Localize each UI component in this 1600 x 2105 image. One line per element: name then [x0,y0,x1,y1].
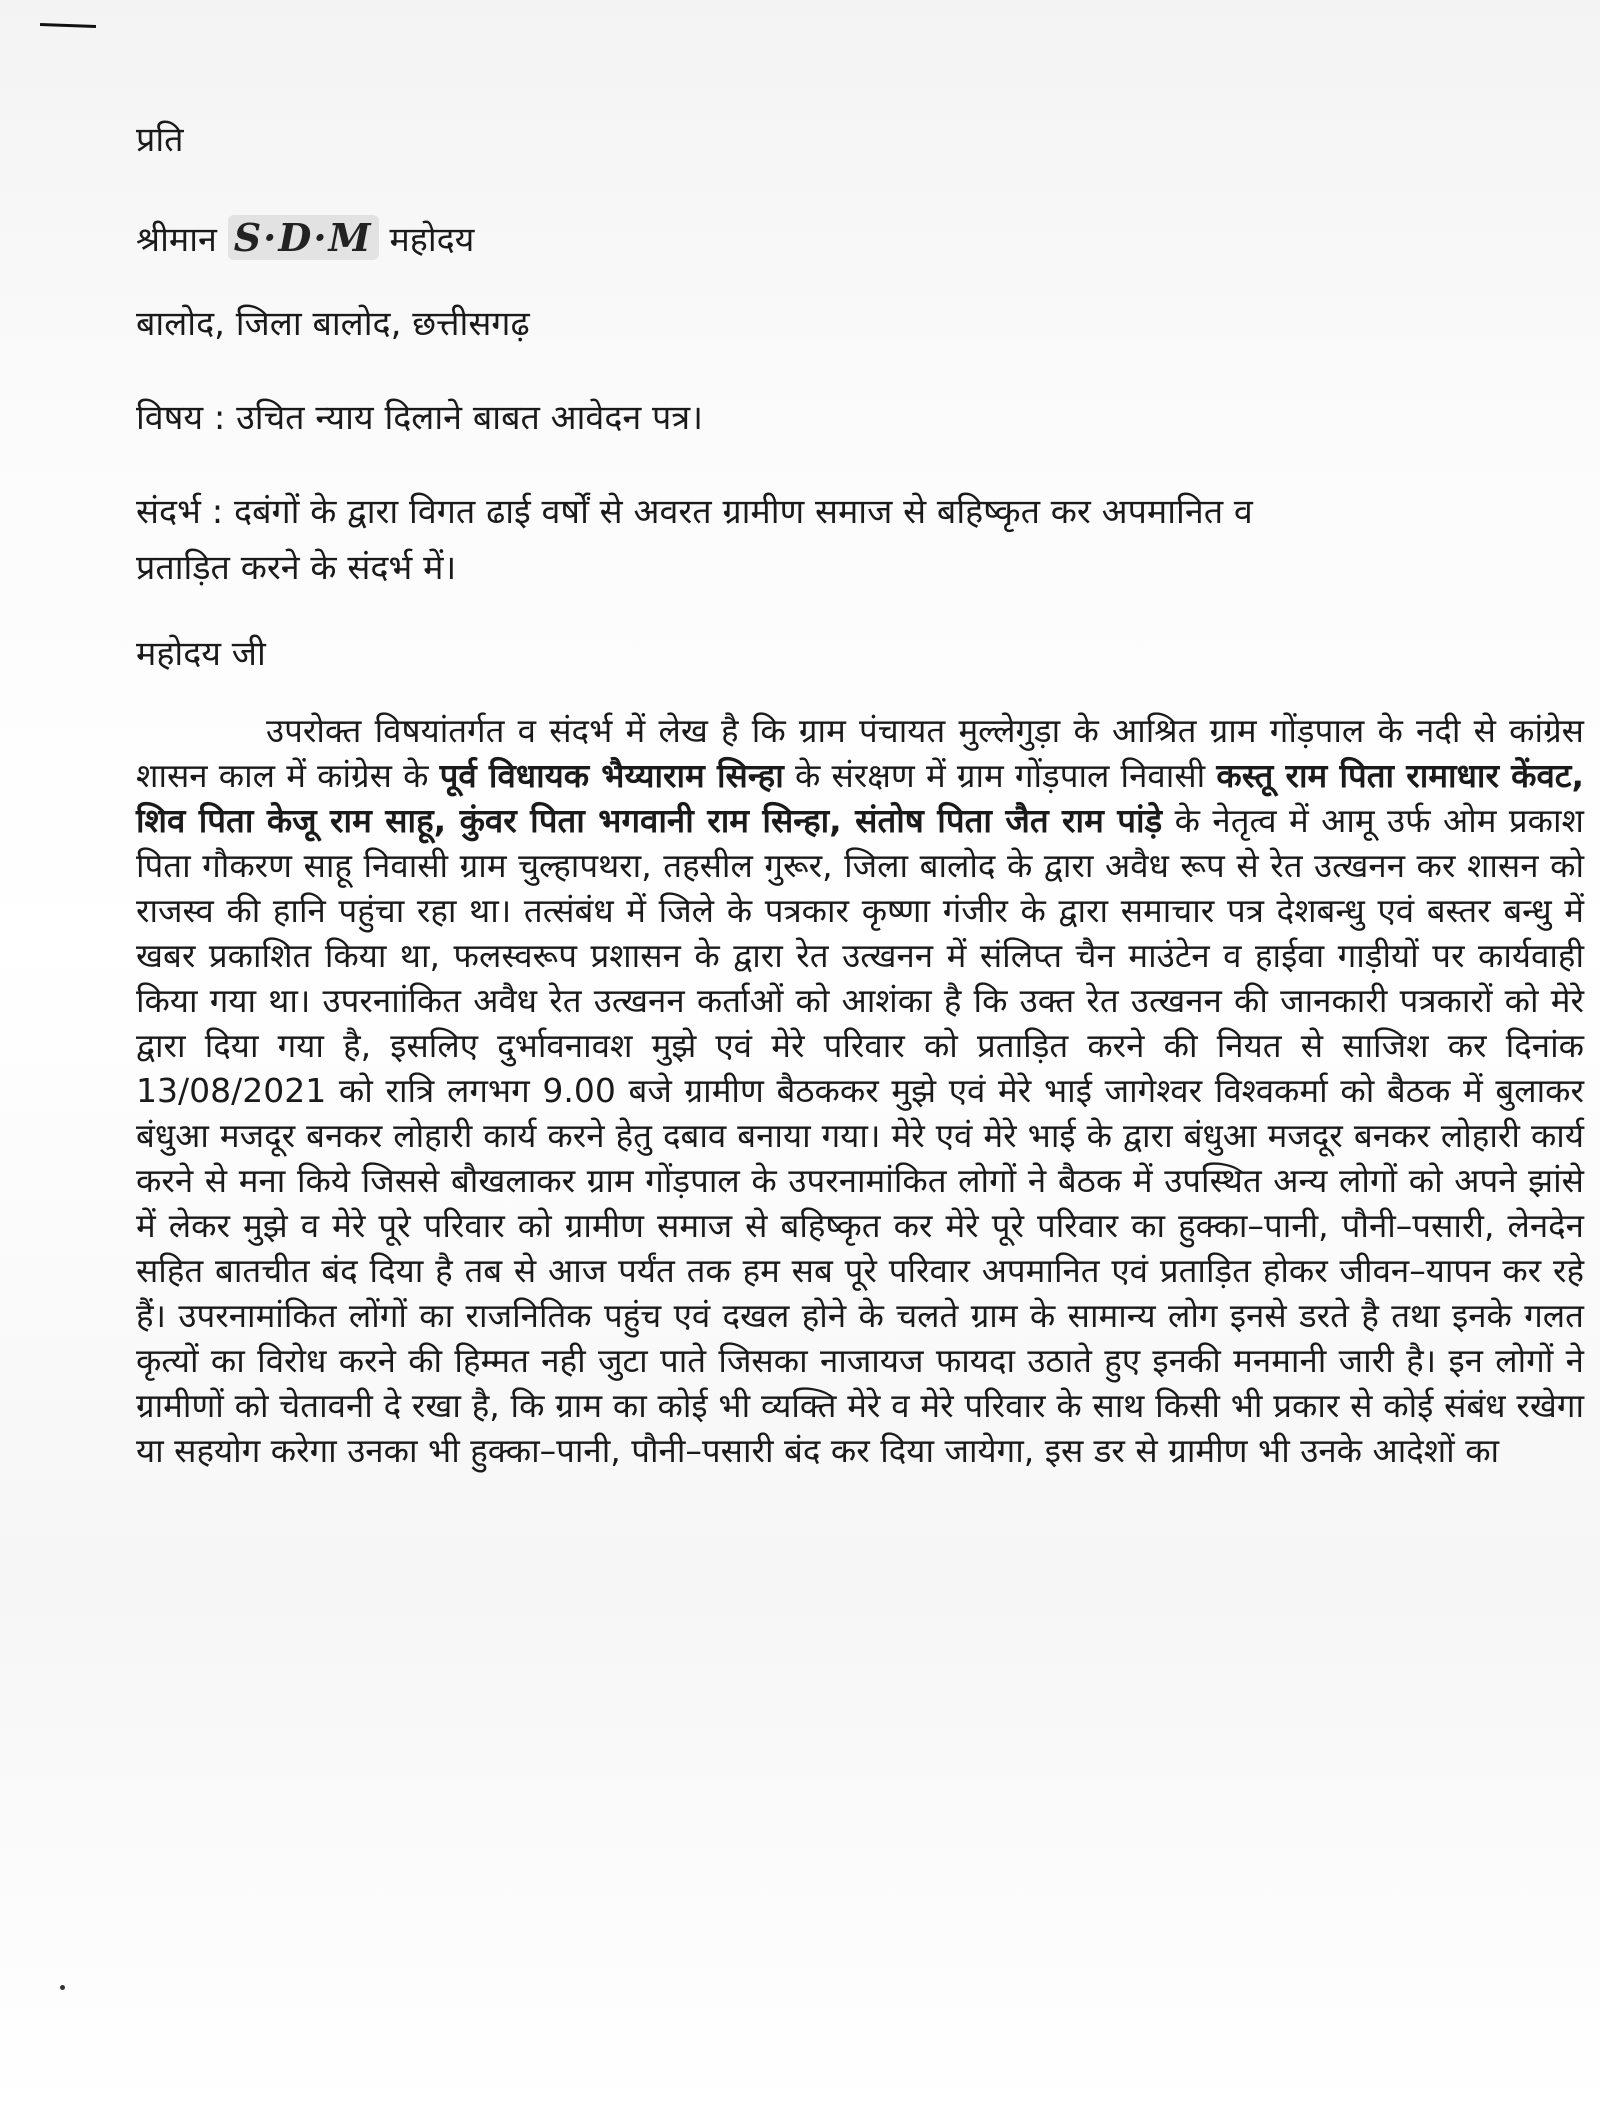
body-paragraph [136,708,1584,1473]
recipient-label: प्रति [136,120,184,160]
salutation-prefix: श्रीमान [136,220,217,260]
subject-line: विषय : उचित न्याय दिलाने बाबत आवेदन पत्र। [136,398,704,438]
body-text-2: के संरक्षण में ग्राम गोंड़पाल निवासी [783,756,1217,795]
pen-mark [40,23,96,28]
reference-line-1: संदर्भ : दबंगों के द्वारा विगत ढाई वर्षों से अवरत ग्रामीण समाज से बहिष्कृत कर अपमानित व [136,492,1253,532]
ink-dot [60,1985,65,1990]
greeting: महोदय जी [136,634,266,674]
body-text-1: उपरोक्त विषयांतर्गत व संदर्भ में लेख है कि ग्राम पंचायत मुल्लेगुड़ा के आश्रित ग्राम गोंड़पाल के नदी से कांग्रेस शासन काल में कांग्रेस के [136,711,1584,795]
handwritten-officer: S·D·M [228,215,379,260]
address-line: बालोद, जिला बालोद, छत्तीसगढ़ [136,304,530,344]
body-text-3: के नेतृत्व में आमू उर्फ ओम प्रकाश पिता गौकरण साहू निवासी ग्राम चुल्हापथरा, तहसील गुरूर, जिला बालोद के द्वारा अवैध रूप से रेत उत्खनन कर शासन को राजस्व की हानि पहुंचा रहा था। तत्संबंध में जिले के पत्रकार कृष्णा गंजीर के द्वारा समाचार पत्र देशबन्धु एवं बस्तर बन्धु में खबर प्रकाशित किया था, फलस्वरूप प्रशासन के द्वारा रेत उत्खनन में संलिप्त चैन माउंटेन व हाईवा गाड़ीयों पर कार्यवाही किया गया था। उपरनाांकित अवैध रेत उत्खनन कर्ताओं को आशंका है कि उक्त रेत उत्खनन की जानकारी पत्रकारों को मेरे द्वारा दिया गया है, इसलिए दुर्भावनावश मुझे एवं मेरे परिवार को प्रताड़ित करने की नियत से साजिश कर दिनांक 13/08/2021 को रात्रि लगभग 9.00 बजे ग्रामीण बैठककर मुझे एवं मेरे भाई जागेश्वर विश्वकर्मा को बैठक में बुलाकर बंधुआ मजदूर बनकर लोहारी कार्य करने हेतु दबाव बनाया गया। मेरे एवं मेरे भाई के द्वारा बंधुआ मजदूर बनकर लोहारी कार्य करने से मना किये जिससे बौखलाकर ग्राम गोंड़पाल के उपरनामांकित लोगों ने बैठक में उपस्थित अन्य लोगों को अपने झांसे में लेकर मुझे व मेरे पूरे परिवार को ग्रामीण समाज से बहिष्कृत कर मेरे पूरे परिवार का हुक्का–पानी, पौनी–पसारी, लेनदेन सहित बातचीत बंद दिया है तब से आज पर्यंत तक हम सब पूरे परिवार अपमानित एवं प्रताड़ित होकर जीवन–यापन कर रहे हैं। उपरनामांकित लोंगों का राजनितिक पहुंच एवं दखल होने के चलते ग्राम के सामान्य लोग इनसे डरते है तथा इनके गलत कृत्यों का विरोध करने की हिम्मत नही जुटा पाते जिसका नाजायज फायदा उठाते हुए इनकी मनमानी जारी है। इन लोगों ने ग्रामीणों को चेतावनी दे रखा है, कि ग्राम का कोई भी व्यक्ति मेरे व मेरे परिवार के साथ किसी भी प्रकार से कोई संबंध रखेगा या सहयोग करेगा उनका भी हुक्का–पानी, पौनी–पसारी बंद कर दिया जायेगा, इस डर से ग्रामीण भी उनके आदेशों का [136,801,1584,1470]
salutation-suffix: महोदय [389,220,475,260]
body-bold-1: पूर्व विधायक भैय्याराम सिन्हा [439,756,784,795]
salutation [136,216,474,262]
body-bold-2: कस्तू राम पिता रामाधार केंवट, शिव पिता केजू राम साहू, कुंवर पिता भगवानी राम सिन्हा, संतोष पिता जैत राम पांड़े [136,756,1584,840]
reference-line-2: प्रताड़ित करने के संदर्भ में। [136,548,457,588]
